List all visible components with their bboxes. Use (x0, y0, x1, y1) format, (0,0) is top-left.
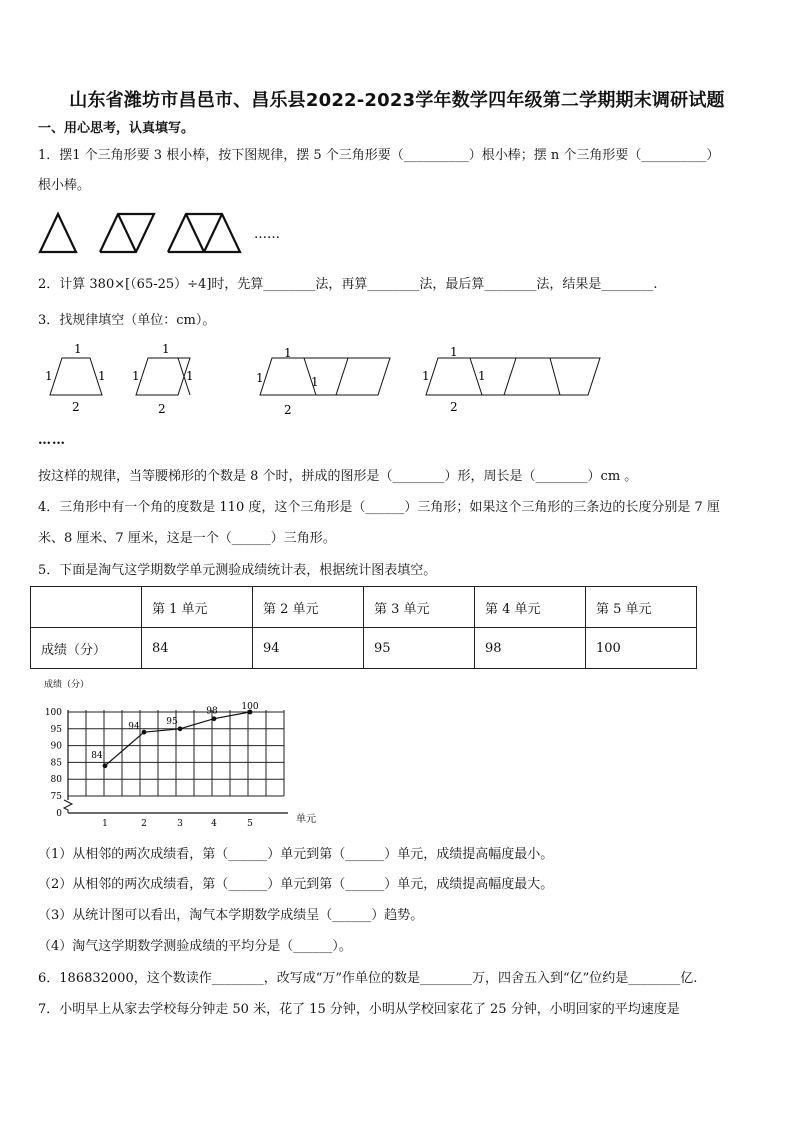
question-1-line2: 根小棒。 (38, 178, 91, 193)
data-label: 100 (241, 702, 259, 712)
y-tick-label: 95 (50, 724, 62, 735)
x-axis-label: 单元 (296, 814, 316, 825)
y-tick-label: 100 (44, 708, 62, 718)
x-tick-label: 1 (102, 819, 108, 829)
y-axis-label: 成绩（分） (44, 680, 90, 690)
trapezoid-2 (136, 358, 190, 395)
table-header-row (31, 587, 697, 628)
y-tick-label: 90 (50, 741, 62, 752)
data-point (142, 730, 147, 735)
label-bottom: 2 (450, 400, 458, 414)
triangle-3b (186, 214, 204, 252)
trapezoid-4 (426, 358, 600, 395)
question-5-sub1: （1）从相邻的两次成绩看，第（______）单元到第（______）单元，成绩提高幅度最小。 (38, 847, 554, 862)
table-cell: 94 (253, 628, 364, 669)
trapezoid-1 (50, 358, 102, 395)
pattern-dots: …… (254, 227, 280, 242)
table-cell: 84 (142, 628, 253, 669)
y-axis-ticks (45, 708, 62, 819)
table-header-cell: 第 2 单元 (253, 587, 364, 628)
question-5: 5．下面是淘气这学期数学单元测验成绩统计表，根据统计图表填空。 (38, 563, 437, 578)
x-axis-ticks (102, 819, 253, 829)
table-header-cell: 第 1 单元 (142, 587, 253, 628)
label-top: 1 (284, 346, 292, 360)
trapezoid-pattern-figure (36, 340, 616, 420)
table-row (31, 628, 697, 669)
page-title: 山东省潍坊市昌邑市、昌乐县2022-2023学年数学四年级第二学期期末调研试题 (69, 90, 725, 111)
label-top: 1 (74, 342, 82, 356)
label-mid: 1 (186, 369, 194, 383)
question-3: 3．找规律填空（单位：cm）。 (38, 313, 216, 328)
x-tick-label: 5 (247, 819, 253, 829)
question-1-line1: 1．摆1 个三角形要 3 根小棒，按下图规律，摆 5 个三角形要（__________）根小棒；摆 n 个三角形要（__________） (38, 148, 720, 163)
data-point (212, 716, 217, 721)
label-top: 1 (162, 342, 170, 356)
trapezoid-4-divider-b (504, 358, 516, 395)
label-bottom: 2 (284, 403, 292, 417)
x-tick-label: 2 (141, 819, 147, 829)
label-side: 1 (45, 369, 53, 383)
triangle-3a (168, 214, 240, 252)
row-label: 成绩（分） (31, 628, 142, 669)
y-tick-label: 85 (50, 758, 62, 769)
label-mid: 1 (478, 369, 486, 383)
question-4-line1: 4．三角形中有一个角的度数是 110 度，这个三角形是（______）三角形；如果这个三角形的三条边的长度分别是 7 厘 (38, 500, 720, 515)
triangle-1 (40, 214, 76, 252)
label-side: 1 (98, 369, 106, 383)
table-cell: 95 (364, 628, 475, 669)
question-4-line2: 米、8 厘米、7 厘米，这是一个（______）三角形。 (38, 531, 336, 546)
triangle-2b (118, 214, 136, 252)
triangle-pattern-figure (36, 208, 296, 258)
question-7: 7．小明早上从家去学校每分钟走 50 米，花了 15 分钟，小明从学校回家花了 25 分钟，小明回家的平均速度是 (38, 1002, 680, 1017)
table-cell: 98 (475, 628, 586, 669)
data-labels (91, 702, 259, 761)
section-heading: 一、用心思考，认真填写。 (38, 121, 195, 136)
data-label: 98 (206, 706, 218, 717)
triangle-3c (204, 214, 222, 252)
y-tick-label: 0 (56, 809, 62, 819)
axis-break (64, 800, 72, 813)
label-bottom: 2 (72, 400, 80, 414)
question-2: 2．计算 380×[（65-25）÷4]时，先算________法，再算________法，最后算________法，结果是________. (38, 277, 658, 292)
score-table (30, 586, 697, 669)
score-line-chart (30, 676, 330, 836)
table-header-cell: 第 5 单元 (586, 587, 697, 628)
label-bottom: 2 (158, 402, 166, 416)
data-label: 84 (91, 750, 103, 761)
label-top: 1 (450, 345, 458, 359)
y-tick-label: 80 (50, 775, 62, 786)
trapezoid-3-divider-b (336, 358, 348, 395)
question-5-sub3: （3）从统计图可以看出，淘气本学期数学成绩呈（______）趋势。 (38, 908, 424, 923)
label-side: 1 (256, 371, 264, 385)
question-5-sub4: （4）淘气这学期数学测验成绩的平均分是（______）。 (38, 939, 352, 954)
data-point (103, 763, 108, 768)
data-label: 94 (128, 722, 140, 733)
table-header-cell: 第 4 单元 (475, 587, 586, 628)
label-side: 1 (132, 369, 140, 383)
question-6: 6．186832000，这个数读作________，改写成“万”作单位的数是________万，四舍五入到“亿”位约是________亿. (38, 971, 698, 986)
x-tick-label: 4 (211, 819, 217, 829)
question-3-line2: 按这样的规律，当等腰梯形的个数是 8 个时，拼成的图形是（________）形，周长是（________）cm 。 (38, 469, 638, 484)
trapezoid-3 (260, 358, 390, 395)
table-cell (31, 587, 142, 628)
label-side: 1 (422, 369, 430, 383)
table-cell: 100 (586, 628, 697, 669)
question-5-sub2: （2）从相邻的两次成绩看，第（______）单元到第（______）单元，成绩提高幅度最大。 (38, 877, 554, 892)
data-point (178, 726, 183, 731)
pattern-dots: …… (38, 433, 66, 448)
trapezoid-4-divider-c (550, 358, 560, 395)
y-tick-label: 75 (50, 792, 62, 802)
label-mid: 1 (311, 375, 319, 389)
x-tick-label: 3 (177, 819, 183, 829)
data-label: 95 (166, 716, 178, 727)
table-header-cell: 第 3 单元 (364, 587, 475, 628)
